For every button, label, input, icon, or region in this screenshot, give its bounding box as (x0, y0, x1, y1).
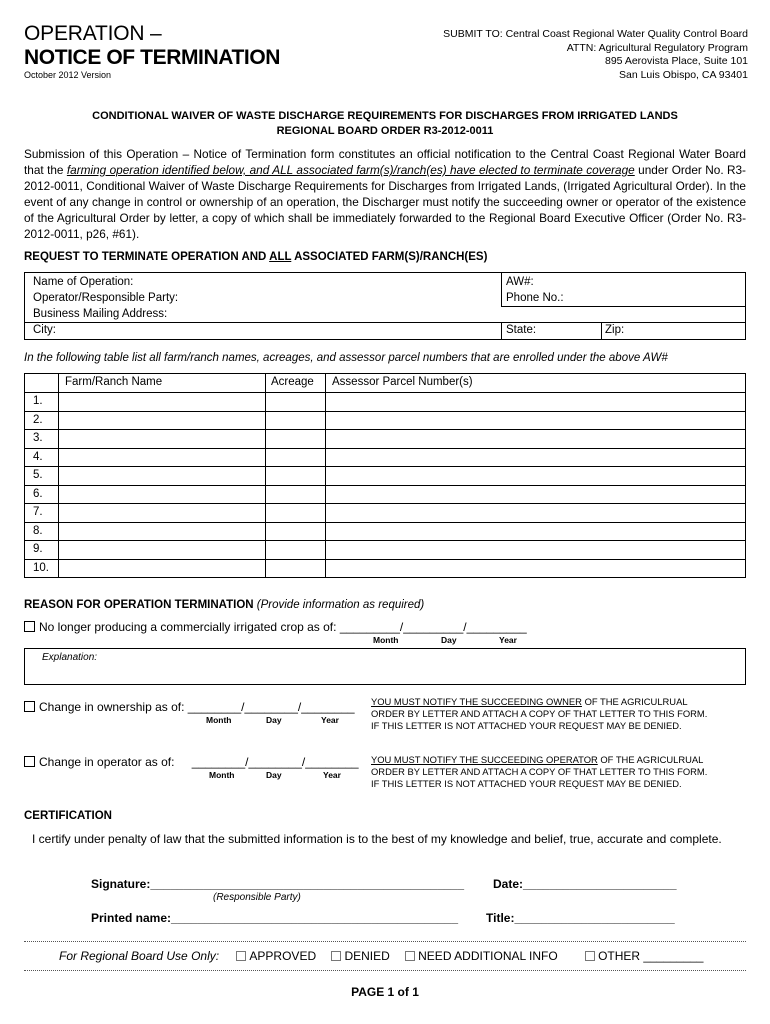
other-checkbox[interactable] (585, 951, 595, 961)
request-heading-pre: REQUEST TO TERMINATE OPERATION AND (24, 251, 270, 263)
ownership-change-checkbox[interactable] (24, 701, 35, 712)
city-field[interactable]: City: (33, 324, 56, 336)
form-title-line1: OPERATION – (24, 22, 162, 45)
certification-heading: CERTIFICATION (24, 810, 112, 822)
column-header-farm-name: Farm/Ranch Name (65, 376, 163, 388)
other-option[interactable] (585, 949, 703, 963)
divider (58, 374, 59, 577)
phone-field[interactable]: Phone No.: (506, 292, 564, 304)
year-label: Year (323, 770, 341, 780)
submit-address (443, 28, 748, 82)
notice-line3: IF THIS LETTER IS NOT ATTACHED YOUR REQUEST MAY BE DENIED. (371, 720, 682, 731)
submit-line: ATTN: Agricultural Regulatory Program (566, 41, 748, 54)
month-label: Month (373, 635, 399, 645)
main-heading-line2: REGIONAL BOARD ORDER R3-2012-0011 (276, 125, 494, 137)
office-use-label: For Regional Board Use Only: (59, 949, 220, 963)
year-label: Year (499, 635, 517, 645)
row-number: 1. (33, 395, 43, 407)
divider (25, 559, 745, 560)
divider (25, 448, 745, 449)
notice-line2: ORDER BY LETTER AND ATTACH A COPY OF THAT LETTER TO THIS FORM. (371, 708, 708, 719)
explanation-label: Explanation: (42, 652, 98, 663)
notice-line3: IF THIS LETTER IS NOT ATTACHED YOUR REQUEST MAY BE DENIED. (371, 778, 682, 789)
office-use-row (59, 949, 703, 963)
divider (25, 485, 745, 486)
divider (25, 392, 745, 393)
reason-ownership-change (24, 700, 355, 714)
day-label: Day (266, 770, 282, 780)
form-title-line2: NOTICE OF TERMINATION (24, 46, 281, 69)
title-field[interactable]: Title:________________________ (486, 911, 675, 925)
intro-part2: under Order No. R3-2012-0011, Conditional Waiver of Waste Discharge Requirements for Discharges from Irrigated Lands, (Irrigated Agricultural Order). In the event of any change in control or ownership of an operation, the Discharger must notify the succeeding owner or operator of the existence of the Agricultural Order by letter, a copy of which shall be immediately forwarded to the Regional Board Executive Officer (Order No. R3-2012-0011, p26, #61). (24, 163, 746, 241)
owner-notice-underlined: YOU MUST NOTIFY THE SUCCEEDING OWNER (371, 696, 582, 707)
divider (25, 540, 745, 541)
row-number: 2. (33, 413, 43, 426)
row-number: 7. (33, 506, 43, 518)
office-use-box (24, 941, 746, 971)
intro-paragraph (24, 146, 746, 242)
operator-change-date[interactable]: ________/________/________ (191, 755, 359, 769)
request-heading (24, 251, 487, 263)
signature-field[interactable]: Signature:_______________________________________________ (91, 877, 465, 891)
farm-table-note: In the following table list all farm/ranch names, acreages, and assessor parcel numbers that are enrolled under the above AW# (24, 352, 668, 364)
form-version: October 2012 Version (24, 70, 112, 80)
no-longer-producing-label: No longer producing a commercially irrigated crop as of: (39, 620, 340, 634)
submit-line: 895 Aerovista Place, Suite 101 (604, 55, 748, 67)
operator-field[interactable]: Operator/Responsible Party: (33, 292, 179, 304)
row-mailing (25, 307, 745, 323)
operation-info-table (24, 272, 746, 340)
day-label: Day (266, 715, 282, 725)
operator-notice-underlined: YOU MUST NOTIFY THE SUCCEEDING OPERATOR (371, 754, 598, 765)
reason-operator-change (24, 755, 359, 769)
reason-heading (24, 599, 424, 611)
no-longer-producing-date[interactable]: _________/_________/_________ (339, 620, 527, 634)
intro-emphasis: farming operation identified below, and ALL associated farm(s)/ranch(es) have elected to terminate coverage (66, 163, 635, 177)
main-heading (24, 109, 746, 139)
intro-part1: Submission of this Operation – Notice of Termination form constitutes an official notification to the Central Coast Regional Water Board that the (24, 147, 746, 177)
divider (265, 374, 266, 577)
row-number: 3. (33, 432, 43, 444)
row-city (25, 323, 745, 339)
state-field[interactable]: State: (506, 324, 537, 336)
row-number: 9. (33, 543, 43, 555)
divider (25, 503, 745, 504)
explanation-field[interactable] (24, 648, 746, 685)
responsible-party-label: (Responsible Party) (213, 892, 301, 903)
reason-no-longer-producing (24, 620, 527, 634)
divider (25, 429, 745, 430)
ownership-change-label: Change in ownership as of: (39, 700, 188, 714)
row-number: 8. (33, 524, 43, 537)
row-number: 10. (33, 561, 49, 574)
submit-line: San Luis Obispo, CA 93401 (618, 68, 748, 81)
day-label: Day (441, 635, 457, 645)
reason-heading-note: (Provide information as required) (256, 599, 425, 611)
row-number: 4. (33, 450, 43, 463)
notice-tail: OF THE AGRICULRUAL (597, 754, 704, 765)
no-longer-producing-checkbox[interactable] (24, 621, 35, 632)
divider (25, 522, 745, 523)
month-label: Month (209, 770, 235, 780)
name-of-operation-field[interactable]: Name of Operation: (33, 276, 134, 288)
ownership-change-date[interactable]: ________/________/________ (187, 700, 355, 714)
row-operator (25, 291, 745, 307)
aw-number-field[interactable]: AW#: (506, 276, 534, 288)
notice-line2: ORDER BY LETTER AND ATTACH A COPY OF THAT LETTER TO THIS FORM. (371, 766, 708, 777)
owner-notice (371, 696, 739, 732)
request-heading-all: ALL (269, 251, 292, 263)
denied-checkbox[interactable] (331, 951, 341, 961)
submit-line: SUBMIT TO: Central Coast Regional Water Quality Control Board (443, 28, 748, 40)
page-number: PAGE 1 of 1 (351, 985, 419, 999)
date-field[interactable]: Date:_______________________ (493, 877, 677, 891)
main-heading-line1: CONDITIONAL WAIVER OF WASTE DISCHARGE REQUIREMENTS FOR DISCHARGES FROM IRRIGATED LANDS (92, 110, 678, 122)
notice-tail: OF THE AGRICULRUAL (581, 696, 688, 707)
zip-field[interactable]: Zip: (605, 324, 625, 336)
need-info-option[interactable] (405, 949, 558, 963)
column-header-apn: Assessor Parcel Number(s) (332, 376, 473, 388)
approved-label: APPROVED (249, 949, 317, 963)
denied-label: DENIED (344, 949, 390, 963)
operator-notice (371, 754, 739, 790)
year-label: Year (321, 715, 339, 725)
divider (325, 374, 326, 577)
other-line[interactable]: _________ (643, 949, 704, 963)
month-label: Month (206, 715, 232, 725)
operator-change-checkbox[interactable] (24, 756, 35, 767)
reason-heading-text: REASON FOR OPERATION TERMINATION (24, 599, 254, 611)
other-label: OTHER (598, 949, 641, 963)
certification-text: I certify under penalty of law that the submitted information is to the best of my knowledge and belief, true, accurate and complete. (32, 832, 722, 846)
printed-name-field[interactable]: Printed name:___________________________________________ (91, 911, 458, 925)
need-info-label: NEED ADDITIONAL INFO (418, 949, 558, 963)
approved-checkbox[interactable] (236, 951, 246, 961)
column-header-acreage: Acreage (271, 376, 314, 388)
row-operation (25, 275, 745, 291)
request-heading-post: ASSOCIATED FARM(S)/RANCH(ES) (291, 251, 488, 263)
divider (25, 466, 745, 467)
mailing-address-field[interactable]: Business Mailing Address: (33, 308, 168, 320)
divider (25, 411, 745, 412)
operator-change-label: Change in operator as of: (39, 755, 178, 769)
row-number: 5. (33, 469, 43, 481)
denied-option[interactable] (331, 949, 389, 963)
approved-option[interactable] (236, 949, 316, 963)
row-number: 6. (33, 487, 43, 500)
need-info-checkbox[interactable] (405, 951, 415, 961)
farm-ranch-table (24, 373, 746, 578)
